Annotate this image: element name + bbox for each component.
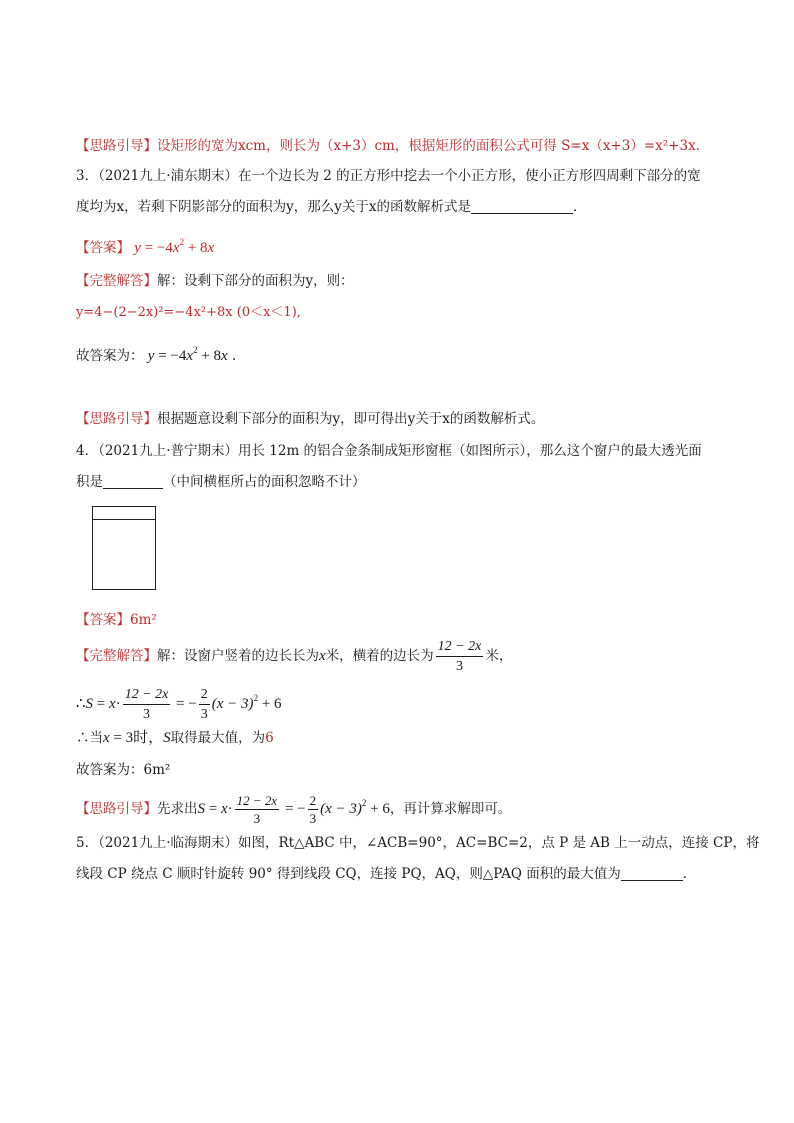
- window-crossbar: [93, 519, 155, 520]
- q3-conclusion-formula: $y = -4x^2 + 8x$: [147, 345, 228, 364]
- fraction: $\frac{12 - 2x}{3}$: [437, 639, 482, 674]
- q5-stem-line1: 5．（2021九上·临海期末）如图，Rt△ABC 中，∠ACB=90°，AC=BC=2，点 P 是 AB 上一动点，连接 CP，将: [76, 835, 760, 851]
- fraction: $\frac{2}{3}$: [309, 793, 317, 827]
- q5-answer-blank: [621, 866, 683, 881]
- q4-equation-line: ∴S = x· $\frac{12 - 2x}{3}$ = − $\frac{2}{3}$ $(x - 3)^2 + 6$: [76, 687, 282, 723]
- q4-hint-formula: S = x· $\frac{12 - 2x}{3}$ = − $\frac{2}{3}$ $(x - 3)^2 + 6$: [197, 793, 390, 827]
- q4-answer-blank: [103, 474, 163, 489]
- fraction: $\frac{12 - 2x}{3}$: [124, 687, 169, 723]
- hint-tag: 【思路引导】: [76, 138, 157, 154]
- fraction: $\frac{2}{3}$: [200, 687, 208, 723]
- fraction: $\frac{12 - 2x}{3}$: [236, 793, 278, 827]
- q3-stem-line1: 3．（2021九上·浦东期末）在一个边长为 2 的正方形中挖去一个小正方形，使小正方形四周剩下部分的宽: [76, 168, 701, 184]
- q5-stem-line2: 线段 CP 绕点 C 顺时针旋转 90° 得到线段 CQ，连接 PQ，AQ，则△PAQ 面积的最大值为 ．: [76, 866, 697, 882]
- q3-calc-line: y=4−(2−2x)²=−4x²+8x (0＜x＜1),: [76, 305, 301, 320]
- q3-stem-line2: 度均为x，若剩下阴影部分的面积为y，那么y关于x的函数解析式是 ．: [76, 199, 587, 215]
- q4-answer-line: 【答案】6m²: [76, 612, 157, 628]
- q4-stem-line1: 4．（2021九上·普宁期末）用长 12m 的铝合金条制成矩形窗框（如图所示），那么这个窗户的最大透光面: [76, 443, 702, 459]
- q2-hint-text: 设矩形的宽为xcm，则长为（x+3）cm，根据矩形的面积公式可得 S=x（x+3）=x²+3x.: [157, 138, 700, 154]
- q4-full-line: 【完整解答】解：设窗户竖着的边长长为x米，横着的边长为 $\frac{12 - 2x}{3}$ 米，: [76, 639, 513, 674]
- q3-full-line: 【完整解答】解：设剩下部分的面积为y，则：: [76, 273, 354, 289]
- q4-answer-value: 6m²: [130, 612, 157, 628]
- q4-hint-line: 【思路引导】先求出S = x· $\frac{12 - 2x}{3}$ = − $\frac{2}{3}$ $(x - 3)^2 + 6$，再计算求解即可。: [76, 793, 512, 827]
- answer-tag: 【答案】: [76, 240, 130, 256]
- q3-conclusion-line: 故答案为： $y = -4x^2 + 8x$ .: [76, 345, 237, 364]
- full-tag: 【完整解答】: [76, 273, 157, 289]
- q4-when-line: ∴当x = 3时，S取得最大值，为6: [76, 730, 274, 746]
- q3-answer-blank: [471, 199, 573, 214]
- q2-hint-line: [76, 136, 700, 156]
- q3-hint-line: 【思路引导】根据题意设剩下部分的面积为y，即可得出y关于x的函数解析式。: [76, 411, 545, 427]
- q4-conclusion-line: 故答案为：6m²: [76, 762, 171, 778]
- q3-answer-line: [76, 232, 214, 258]
- window-frame-figure: [92, 506, 156, 590]
- q4-stem-line2: 积是 （中间横框所占的面积忽略不计）: [76, 474, 366, 490]
- q3-answer-formula: $y = -4x^2 + 8x$: [134, 237, 215, 256]
